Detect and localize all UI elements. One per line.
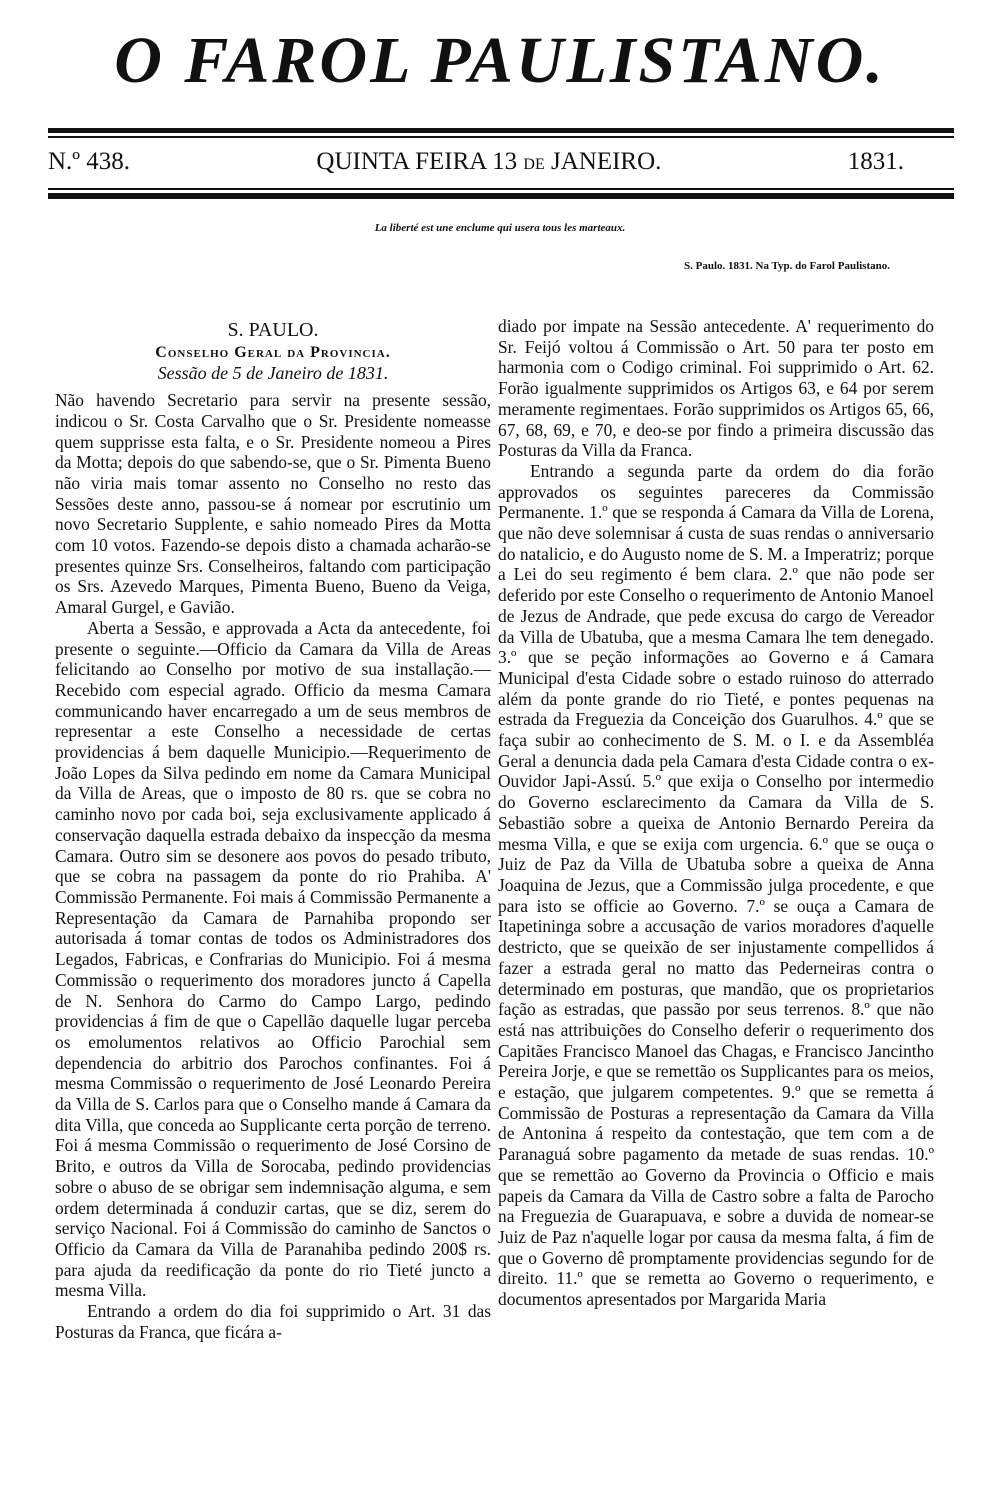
- issue-number: N.º 438.: [48, 148, 131, 175]
- paragraph: Entrando a segunda parte da ordem do dia forão approvados os seguintes pareceres da Commissão Permanente. 1.º que se responda á Camara da Villa de Lorena, que não deve solemnisar á custa de suas rendas o anniversario do natalicio, e do Augusto nome de S. M. a Imperatriz; porque a Lei do seu regimento é bem clara. 2.º que não pode ser deferido por este Conselho o requerimento de Antonio Manoel de Jezus de Andrade, que pede excusa do cargo de Vereador da Villa de Ubatuba, que a mesma Camara lhe tem denegado. 3.º que se peção informações ao Governo e á Camara Municipal d'esta Cidade sobre o estado ruinoso do atterrado além da ponte grande do rio Tieté, e pontes pequenas na estrada da Freguezia da Conceição dos Guarulhos. 4.º que se faça subir ao conhecimento de S. M. o I. e da Assembléa Geral a denuncia dada pela Camara d'esta Cidade contra o ex-Ouvidor Japi-Assú. 5.º que exija o Conselho por intermedio do Governo esclarecimento da Camara da Villa de S. Sebastião sobre a queixa de Antonio Bernardo Pereira da mesma Villa, e que se exija com urgencia. 6.º que se ouça o Juiz de Paz da Villa de Ubatuba sobre a queixa de Anna Joaquina de Jezus, que a Commissão julga procedente, e que para isto se officie ao Governo. 7.º se ouça a Camara de Itapetininga sobre a accusação de varios moradores d'aquelle destricto, que se queixão de ser injustamente compellidos á fazer a estrada geral no matto das Pederneiras contra o determinado em posturas, que mandão, que os proprietarios fação as estradas, que passão por seus terrenos. 8.º que não está nas attribuições do Conselho deferir o requerimento dos Capitães Francisco Manoel das Chagas, e Francisco Jancintho Pereira Jorje, e que se remettão os Supplicantes para os meios, e estação, que julgarem competentes. 9.º que se remetta á Commissão de Posturas a representação da Camara da Villa de Antonina á respeito da contestação, que tem com a de Paranaguá sobre pagamento da metade de suas rendas. 10.º que se remettão ao Governo da Provincia o Officio e mais papeis da Camara da Villa de Castro sobre a falta de Parocho na Freguezia de Guarapuava, e sobre a duvida de nomear-se Juiz de Paz n'aquelle logar por causa da mesma falta, á fim de que o Governo dê promptamente providencias segundo for de direito. 11.º que se remetta ao Governo o requerimento, e documentos apresentados por Margarida Maria: [498, 460, 934, 1310]
- date-weekday: QUINTA FEIRA 13: [316, 148, 518, 175]
- date-month: JANEIRO.: [551, 148, 662, 175]
- section-body: Conselho Geral da Provincia.: [155, 343, 391, 361]
- date-de: DE: [523, 156, 545, 173]
- rule-top-thin: [48, 136, 954, 138]
- section-session: Sessão de 5 de Janeiro de 1831.: [157, 363, 389, 384]
- right-column: [498, 316, 934, 1310]
- left-column: [55, 316, 491, 1342]
- issue-year: 1831.: [847, 148, 904, 175]
- motto: La liberté est une enclume qui usera tous les marteaux.: [374, 222, 626, 234]
- issue-line: [48, 148, 904, 176]
- rule-mid-thick: [48, 193, 954, 199]
- paragraph: diado por impate na Sessão antecedente. A' requerimento do Sr. Feijó voltou á Commissão o Art. 50 para ter posto em harmonia com o Codigo criminal. Foi supprimido o Art. 62. Forão igualmente supprimidos os Artigos 63, e 64 por serem meramente regimentaes. Forão supprimidos os Artigos 65, 66, 67, 68, 69, e 70, e deo-se por findo a primeira discussão das Posturas da Villa da Franca.: [498, 316, 934, 461]
- paragraph: Aberta a Sessão, e approvada a Acta da antecedente, foi presente o seguinte.—Officio da Camara da Villa de Areas felicitando ao Conselho por motivo de sua installação.—Recebido com especial agrado. Officio da mesma Camara communicando haver encarregado a um de seus membros de representar a este Conselho a necessidade de certas providencias á bem daquelle Municipio.—Requerimento de João Lopes da Silva pedindo em nome da Camara Municipal da Villa de Areas, que o imposto de 80 rs. que se cobra no caminho novo por cada boi, seja exclusivamente applicado á conservação daquella estrada debaixo da inspecção da mesma Camara. Outro sim se desonere aos povos do pesado tributo, que se cobra na passagem da ponte do rio Prahiba. A' Commissão Permanente. Foi mais á Commissão Permanente a Representação da Camara de Parnahiba propondo ser autorisada á tomar contas de todos os Administradores dos Legados, Fabricas, e Confrarias do Municipio. Foi á mesma Commissão o requerimento dos moradores juncto á Capella de N. Senhora do Carmo do Campo Largo, pedindo providencias á fim de que o Capellão daquelle lugar perceba os emolumentos relativos ao Officio Parochial sem dependencia do arbitrio dos Parochos confinantes. Foi á mesma Commissão o requerimento de José Leonardo Pereira da Villa de S. Carlos para que o Conselho mande á Camara da dita Villa, que conceda ao Supplicante certa porção de terreno. Foi á mesma Commissão o requerimento de José Corsino de Brito, e outros da Villa de Sorocaba, pedindo providencias sobre o abuso de se obrigar sem indemnisação alguma, e sem ordem determinada á conduzir cartas, que se diz, serem do serviço Nacional. Foi á Commissão do caminho de Sanctos o Officio da Camara da Villa de Paranahiba pedindo 200$ rs. para ajuda da reedificação da ponte do rio Tieté juncto a mesma Villa.: [55, 617, 491, 1301]
- section-place: S. PAULO.: [227, 319, 319, 341]
- rule-mid-thin: [48, 188, 954, 190]
- paragraph: Não havendo Secretario para servir na presente sessão, indicou o Sr. Costa Carvalho que o Sr. Presidente nomeasse quem supprisse esta falta, e o Sr. Presidente nomeou a Pires da Motta; depois do que sabendo-se, que o Sr. Pimenta Bueno não viria mais tomar assento no Conselho no resto das Sessões deste anno, passou-se á nomear por escrutinio um novo Secretario Supplente, e sahio nomeado Pires da Motta com 10 votos. Fazendo-se depois disto a chamada acharão-se presentes quinze Srs. Conselheiros, faltando com participação os Srs. Azevedo Marques, Pimenta Bueno, Bueno da Veiga, Amaral Gurgel, e Gavião.: [55, 390, 491, 618]
- rule-top-thick: [48, 128, 954, 133]
- paragraph: Entrando a ordem do dia foi supprimido o Art. 31 das Posturas da Franca, que ficára a-: [55, 1301, 491, 1342]
- newspaper-title: O FAROL PAULISTANO.: [114, 24, 886, 97]
- issue-date: [316, 148, 661, 176]
- imprint-line: S. Paulo. 1831. Na Typ. do Farol Paulistano.: [684, 260, 890, 272]
